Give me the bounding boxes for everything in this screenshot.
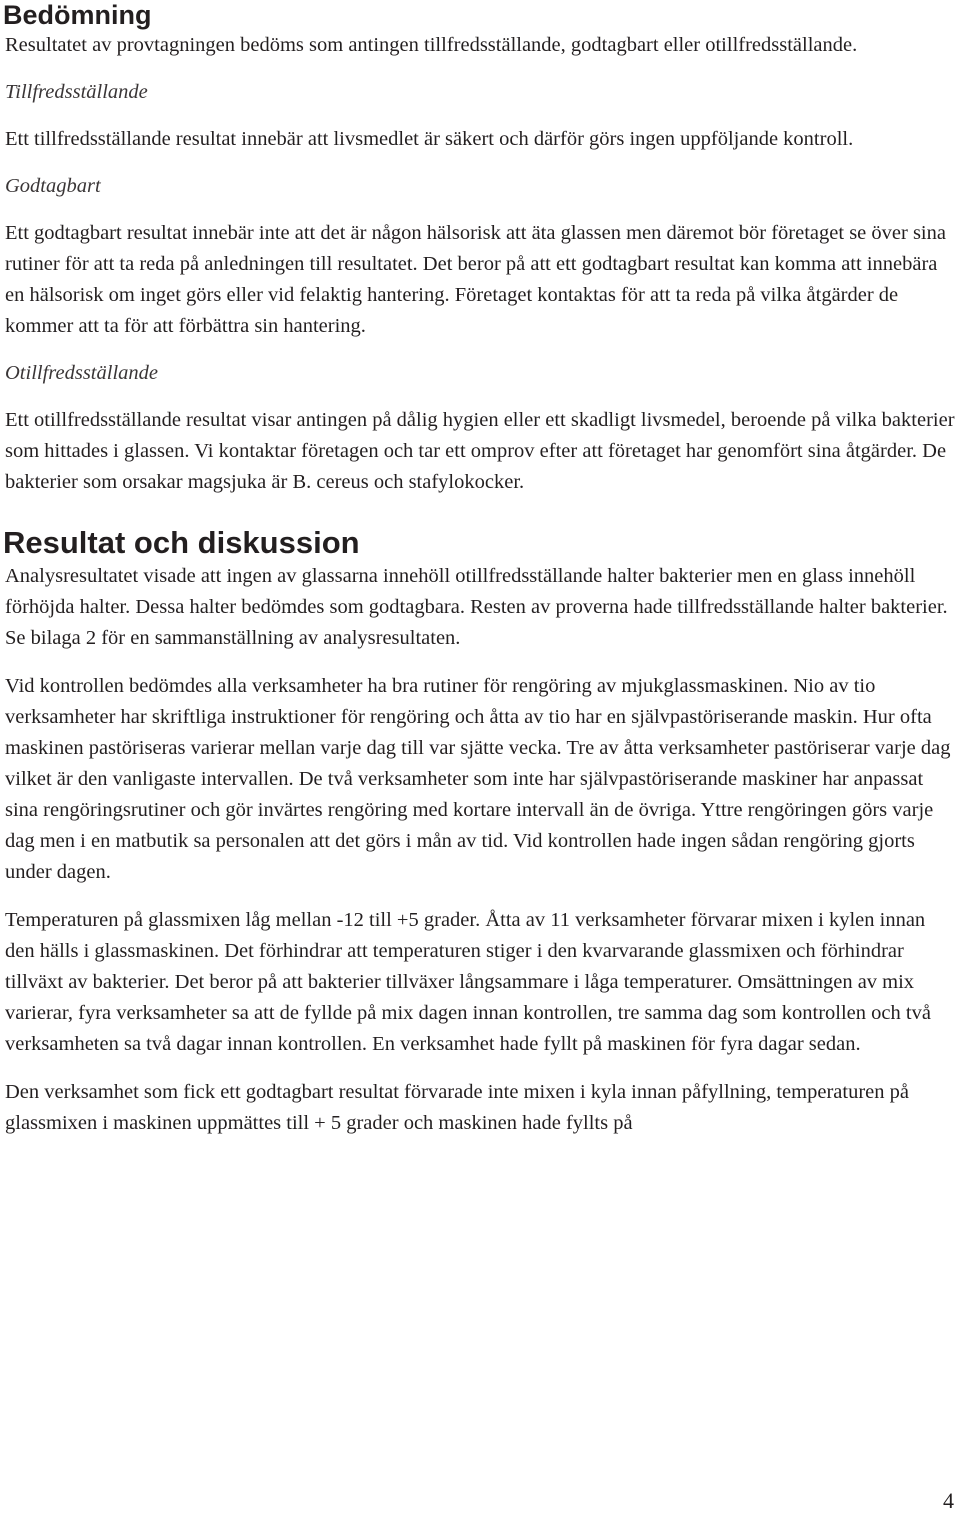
paragraph-analysresultat: Analysresultatet visade att ingen av glassarna innehöll otillfredsställande halter bakterier men en glass innehöll förhöjda halter. Dessa halter bedömdes som godtagbara. Resten av proverna hade tillfredsställande halter bakterier. Se bilaga 2 för en sammanställning av analysresultaten. (5, 565, 948, 649)
paragraph-godtagbart: Ett godtagbart resultat innebär inte att det är någon hälsorisk att äta glassen men däremot bör företaget se över sina rutiner för att ta reda på anledningen till resultatet. Det beror på att ett godtagbart resultat kan komma att innebära en hälsorisk om inget görs eller vid felaktig hantering. Företaget kontaktas för att ta reda på vilka åtgärder de kommer att ta för att förbättra sin hantering. (5, 222, 946, 337)
intro-paragraph: Resultatet av provtagningen bedöms som antingen tillfredsställande, godtagbart eller otillfredsställande. (5, 34, 858, 56)
document-page (5, 0, 957, 1139)
section-heading-bedomning: Bedömning (3, 0, 152, 30)
paragraph-temperatur: Temperaturen på glassmixen låg mellan -12 till +5 grader. Åtta av 11 verksamheter förvarar mixen i kylen innan den hälls i glassmaskinen. Det förhindrar att temperaturen stiger i den kvarvarande glassmixen och förhindrar tillväxt av bakterier. Det beror på att bakterier tillväxer långsammare i låga temperaturer. Omsättningen av mix varierar, fyra verksamheter sa att de fyllde på mix dagen innan kontrollen, tre samma dag som kontrollen och två verksamheten sa två dagar innan kontrollen. En verksamhet hade fyllt på maskinen för fyra dagar sedan. (5, 909, 931, 1055)
subheading-tillfredsstallande: Tillfredsställande (5, 81, 148, 103)
page-number: 4 (943, 1488, 954, 1513)
paragraph-rengoring: Vid kontrollen bedömdes alla verksamheter ha bra rutiner för rengöring av mjukglassmaskinen. Nio av tio verksamheter har skriftliga instruktioner för rengöring och åtta av tio har en självpastöriserande maskin. Hur ofta maskinen pastöriseras varierar mellan varje dag till var sjätte vecka. Tre av åtta verksamheter pastöriserar varje dag vilket är den vanligaste intervallen. De två verksamheter som inte har självpastöriserande maskiner har anpassat sina rengöringsrutiner och gör invärtes rengöring med kortare intervall än de övriga. Yttre rengöringen görs varje dag men i en matbutik sa personalen att det görs i mån av tid. Vid kontrollen hade ingen sådan rengöring gjorts under dagen. (5, 675, 951, 883)
paragraph-tillfredsstallande: Ett tillfredsställande resultat innebär att livsmedlet är säkert och därför görs ingen uppföljande kontroll. (5, 128, 854, 150)
subheading-otillfredsstallande: Otillfredsställande (5, 362, 158, 384)
subheading-godtagbart: Godtagbart (5, 175, 101, 197)
paragraph-godtagbart-resultat: Den verksamhet som fick ett godtagbart resultat förvarade inte mixen i kyla innan påfyllning, temperaturen på glassmixen i maskinen uppmättes till + 5 grader och maskinen hade fyllts på (5, 1081, 909, 1134)
section-heading-resultat: Resultat och diskussion (3, 525, 360, 560)
paragraph-otillfredsstallande: Ett otillfredsställande resultat visar antingen på dålig hygien eller ett skadligt livsmedel, beroende på vilka bakterier som hittades i glassen. Vi kontaktar företagen och tar ett omprov efter att företaget har genomfört sina åtgärder. De bakterier som orsakar magsjuka är B. cereus och stafylokocker. (5, 409, 955, 493)
